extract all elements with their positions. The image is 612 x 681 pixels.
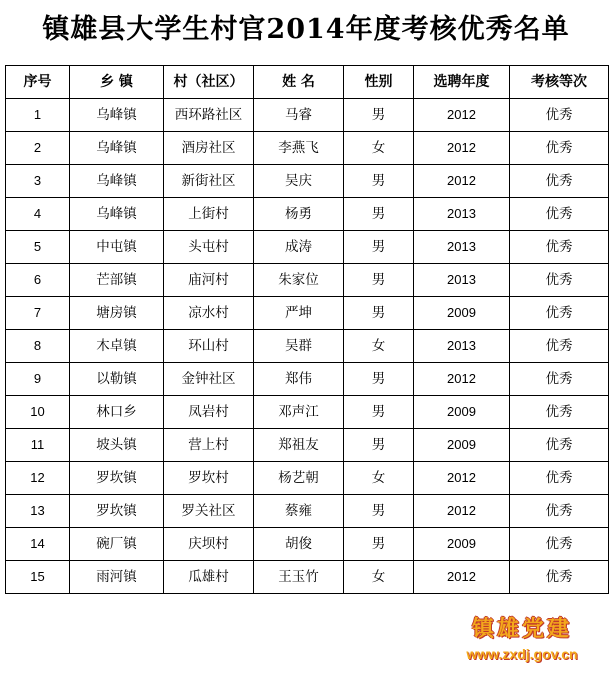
- cell-village: 庆坝村: [164, 528, 254, 561]
- cell-year: 2013: [414, 198, 510, 231]
- table-row: [6, 165, 609, 198]
- cell-grade: 优秀: [510, 99, 609, 132]
- cell-village: 环山村: [164, 330, 254, 363]
- table-row: [6, 99, 609, 132]
- cell-gender: 男: [344, 231, 414, 264]
- cell-town: 乌峰镇: [70, 132, 164, 165]
- cell-year: 2012: [414, 132, 510, 165]
- cell-village: 酒房社区: [164, 132, 254, 165]
- cell-grade: 优秀: [510, 462, 609, 495]
- cell-name: 杨艺朝: [254, 462, 344, 495]
- cell-year: 2009: [414, 396, 510, 429]
- cell-town: 中屯镇: [70, 231, 164, 264]
- cell-town: 罗坎镇: [70, 495, 164, 528]
- cell-no: 9: [6, 363, 70, 396]
- cell-gender: 女: [344, 330, 414, 363]
- cell-village: 罗坎村: [164, 462, 254, 495]
- cell-town: 以勒镇: [70, 363, 164, 396]
- cell-grade: 优秀: [510, 528, 609, 561]
- cell-town: 碗厂镇: [70, 528, 164, 561]
- cell-name: 邓声江: [254, 396, 344, 429]
- cell-gender: 男: [344, 99, 414, 132]
- cell-gender: 男: [344, 297, 414, 330]
- cell-village: 凉水村: [164, 297, 254, 330]
- watermark-url: www.zxdj.gov.cn: [466, 646, 578, 662]
- cell-no: 4: [6, 198, 70, 231]
- cell-grade: 优秀: [510, 396, 609, 429]
- cell-town: 雨河镇: [70, 561, 164, 594]
- cell-year: 2013: [414, 264, 510, 297]
- cell-year: 2012: [414, 495, 510, 528]
- cell-gender: 男: [344, 528, 414, 561]
- table-row: [6, 198, 609, 231]
- column-header-town: 乡 镇: [70, 66, 164, 99]
- cell-grade: 优秀: [510, 264, 609, 297]
- cell-no: 6: [6, 264, 70, 297]
- cell-name: 朱家位: [254, 264, 344, 297]
- cell-year: 2012: [414, 99, 510, 132]
- column-header-grade: 考核等次: [510, 66, 609, 99]
- cell-town: 芒部镇: [70, 264, 164, 297]
- header-row: [6, 66, 609, 99]
- cell-village: 瓜雄村: [164, 561, 254, 594]
- cell-grade: 优秀: [510, 132, 609, 165]
- cell-gender: 男: [344, 396, 414, 429]
- cell-gender: 男: [344, 363, 414, 396]
- page-title: 镇雄县大学生村官2014年度考核优秀名单: [42, 14, 570, 45]
- cell-name: 成涛: [254, 231, 344, 264]
- table-row: [6, 429, 609, 462]
- cell-grade: 优秀: [510, 297, 609, 330]
- cell-name: 郑伟: [254, 363, 344, 396]
- cell-no: 8: [6, 330, 70, 363]
- cell-grade: 优秀: [510, 198, 609, 231]
- cell-grade: 优秀: [510, 495, 609, 528]
- table-row: [6, 330, 609, 363]
- cell-year: 2009: [414, 297, 510, 330]
- table-header: [6, 66, 609, 99]
- cell-year: 2013: [414, 231, 510, 264]
- cell-village: 金钟社区: [164, 363, 254, 396]
- cell-gender: 男: [344, 264, 414, 297]
- roster-table: [5, 65, 609, 594]
- cell-name: 王玉竹: [254, 561, 344, 594]
- cell-no: 2: [6, 132, 70, 165]
- table-row: [6, 462, 609, 495]
- cell-name: 吴庆: [254, 165, 344, 198]
- table-row: [6, 495, 609, 528]
- cell-town: 乌峰镇: [70, 99, 164, 132]
- cell-name: 郑祖友: [254, 429, 344, 462]
- cell-name: 胡俊: [254, 528, 344, 561]
- table-row: [6, 528, 609, 561]
- cell-name: 马睿: [254, 99, 344, 132]
- cell-name: 杨勇: [254, 198, 344, 231]
- cell-no: 5: [6, 231, 70, 264]
- table-row: [6, 264, 609, 297]
- cell-name: 蔡雍: [254, 495, 344, 528]
- cell-grade: 优秀: [510, 561, 609, 594]
- column-header-name: 姓 名: [254, 66, 344, 99]
- cell-town: 林口乡: [70, 396, 164, 429]
- cell-year: 2012: [414, 165, 510, 198]
- cell-no: 14: [6, 528, 70, 561]
- watermark-name: 镇雄党建: [471, 617, 572, 642]
- cell-no: 12: [6, 462, 70, 495]
- cell-grade: 优秀: [510, 231, 609, 264]
- cell-gender: 女: [344, 462, 414, 495]
- cell-village: 西环路社区: [164, 99, 254, 132]
- table-row: [6, 231, 609, 264]
- cell-year: 2013: [414, 330, 510, 363]
- table-row: [6, 396, 609, 429]
- cell-year: 2009: [414, 528, 510, 561]
- cell-no: 7: [6, 297, 70, 330]
- cell-gender: 女: [344, 132, 414, 165]
- cell-town: 乌峰镇: [70, 198, 164, 231]
- cell-village: 新街社区: [164, 165, 254, 198]
- cell-grade: 优秀: [510, 429, 609, 462]
- cell-no: 3: [6, 165, 70, 198]
- cell-town: 罗坎镇: [70, 462, 164, 495]
- cell-village: 头屯村: [164, 231, 254, 264]
- table-row: [6, 132, 609, 165]
- cell-town: 塘房镇: [70, 297, 164, 330]
- column-header-year: 选聘年度: [414, 66, 510, 99]
- cell-year: 2012: [414, 561, 510, 594]
- cell-gender: 男: [344, 165, 414, 198]
- cell-name: 李燕飞: [254, 132, 344, 165]
- column-header-no: 序号: [6, 66, 70, 99]
- cell-no: 11: [6, 429, 70, 462]
- cell-village: 凤岩村: [164, 396, 254, 429]
- cell-name: 吴群: [254, 330, 344, 363]
- table-body: [6, 99, 609, 594]
- cell-gender: 男: [344, 198, 414, 231]
- column-header-village: 村（社区）: [164, 66, 254, 99]
- cell-no: 13: [6, 495, 70, 528]
- cell-gender: 男: [344, 429, 414, 462]
- cell-no: 15: [6, 561, 70, 594]
- cell-year: 2012: [414, 363, 510, 396]
- cell-village: 上街村: [164, 198, 254, 231]
- cell-town: 木卓镇: [70, 330, 164, 363]
- cell-town: 坡头镇: [70, 429, 164, 462]
- cell-village: 营上村: [164, 429, 254, 462]
- cell-name: 严坤: [254, 297, 344, 330]
- cell-gender: 女: [344, 561, 414, 594]
- cell-village: 罗关社区: [164, 495, 254, 528]
- cell-grade: 优秀: [510, 165, 609, 198]
- cell-town: 乌峰镇: [70, 165, 164, 198]
- site-watermark: [442, 615, 602, 663]
- cell-grade: 优秀: [510, 363, 609, 396]
- table-row: [6, 363, 609, 396]
- cell-village: 庙河村: [164, 264, 254, 297]
- cell-grade: 优秀: [510, 330, 609, 363]
- column-header-gender: 性别: [344, 66, 414, 99]
- table-row: [6, 561, 609, 594]
- cell-no: 10: [6, 396, 70, 429]
- cell-no: 1: [6, 99, 70, 132]
- table-row: [6, 297, 609, 330]
- cell-year: 2009: [414, 429, 510, 462]
- cell-gender: 男: [344, 495, 414, 528]
- cell-year: 2012: [414, 462, 510, 495]
